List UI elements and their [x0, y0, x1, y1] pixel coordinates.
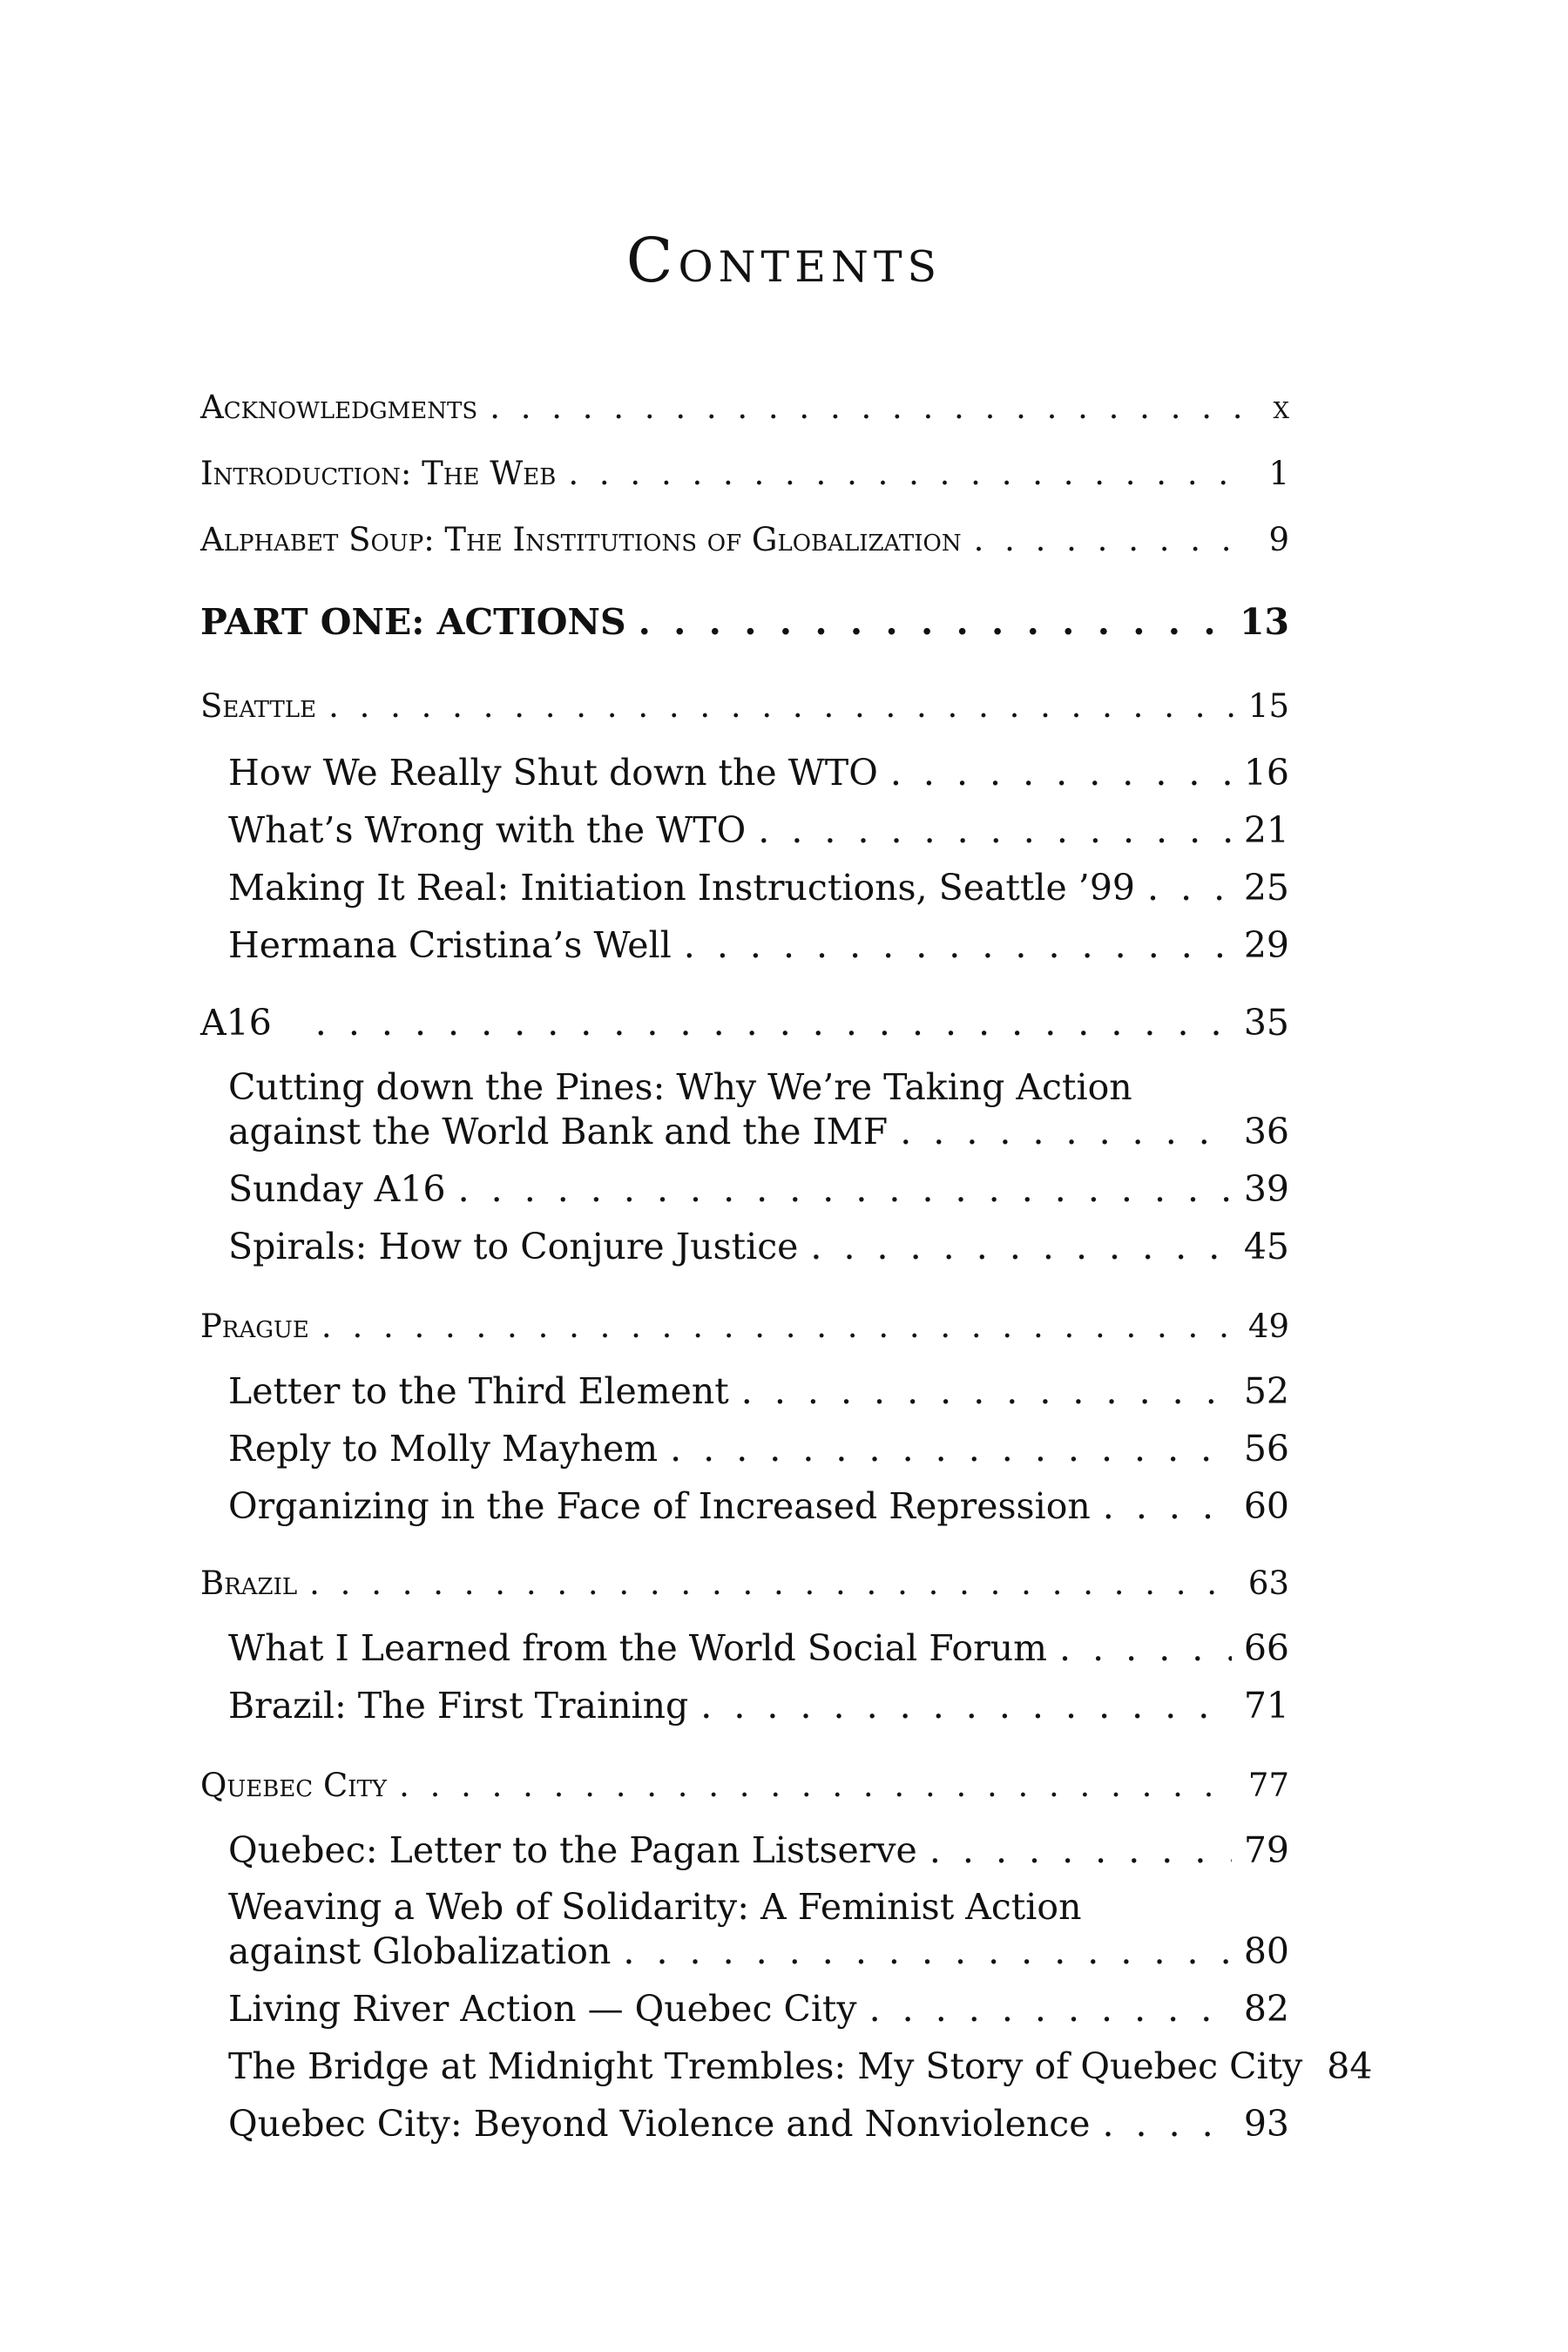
entry-title: against the World Bank and the IMF	[228, 1111, 889, 1152]
toc-entry[interactable]	[228, 1625, 1289, 1671]
dot-leader	[810, 1224, 1231, 1269]
entry-title: Prague	[200, 1308, 309, 1345]
page-number: 25	[1243, 867, 1289, 909]
entry-title: Reply to Molly Mayhem	[228, 1428, 659, 1470]
entry-title: Brazil	[200, 1565, 298, 1602]
toc-section-prague[interactable]	[200, 1304, 1289, 1349]
page-title: Contents	[625, 225, 943, 296]
toc-entry[interactable]	[228, 1986, 1289, 2031]
page-number: 80	[1243, 1930, 1289, 1972]
toc-entry[interactable]	[228, 1426, 1289, 1471]
entry-title: Introduction: The Web	[200, 455, 557, 492]
entry-title: What I Learned from the World Social Forum	[228, 1627, 1047, 1669]
page-number: 15	[1247, 687, 1289, 725]
toc-entry[interactable]	[228, 1109, 1289, 1154]
dot-leader	[700, 1683, 1232, 1728]
page-number: 36	[1243, 1111, 1289, 1152]
dot-leader	[490, 385, 1251, 430]
page-number: 63	[1247, 1565, 1289, 1602]
page-number: 79	[1243, 1829, 1289, 1871]
toc-section-brazil[interactable]	[200, 1561, 1289, 1606]
toc-entry[interactable]	[228, 1224, 1289, 1269]
dot-leader	[309, 1561, 1236, 1606]
dot-leader	[890, 750, 1232, 795]
page-number: 21	[1243, 809, 1289, 851]
page-number: 29	[1243, 924, 1289, 966]
toc-entry[interactable]	[228, 808, 1289, 853]
entry-title: Acknowledgments	[200, 389, 478, 426]
toc-entry[interactable]	[228, 1484, 1289, 1529]
entry-title: Living River Action — Quebec City	[228, 1988, 857, 2030]
dot-leader	[869, 1986, 1232, 2031]
entry-title: Quebec City	[200, 1767, 388, 1804]
entry-title: Making It Real: Initiation Instructions, Seattle ’99	[228, 867, 1135, 909]
entry-title: A16	[200, 1002, 272, 1044]
toc-entry[interactable]	[228, 1929, 1289, 1974]
page-number: 16	[1243, 752, 1289, 794]
entry-title: Quebec: Letter to the Pagan Listserve	[228, 1829, 917, 1871]
page-number: 39	[1243, 1168, 1289, 1210]
toc-entry-alphabet-soup[interactable]	[200, 517, 1289, 563]
entry-title-line-1: Weaving a Web of Solidarity: A Feminist Action	[228, 1886, 1082, 1928]
toc-entry-introduction[interactable]	[200, 451, 1289, 497]
dot-leader	[974, 517, 1251, 563]
entry-title: Seattle	[200, 687, 317, 725]
toc-entry[interactable]	[228, 1369, 1289, 1414]
entry-title: PART ONE: ACTIONS	[200, 601, 626, 643]
entry-title: Organizing in the Face of Increased Repression	[228, 1485, 1091, 1527]
page-number: 82	[1243, 1988, 1289, 2030]
toc-entry[interactable]	[228, 750, 1289, 795]
entry-title: Letter to the Third Element	[228, 1370, 729, 1412]
entry-title: Quebec City: Beyond Violence and Nonviolence	[228, 2103, 1091, 2145]
page-number: x	[1273, 389, 1289, 426]
toc-entry[interactable]	[228, 923, 1289, 968]
toc-entry[interactable]	[228, 1828, 1289, 1873]
dot-leader	[929, 1828, 1232, 1873]
toc-section-a16[interactable]	[200, 1000, 1289, 1045]
page-number: 35	[1243, 1002, 1289, 1044]
dot-leader	[1147, 865, 1232, 910]
table-of-contents	[200, 0, 1373, 2352]
dot-leader	[684, 923, 1232, 968]
toc-entry[interactable]	[228, 2101, 1289, 2146]
dot-leader	[1059, 1625, 1232, 1671]
entry-title: Spirals: How to Conjure Justice	[228, 1226, 799, 1267]
entry-title-line-1: Cutting down the Pines: Why We’re Taking Action	[228, 1066, 1132, 1108]
page-number: 71	[1243, 1685, 1289, 1727]
entry-title: Brazil: The First Training	[228, 1685, 689, 1727]
entry-title: How We Really Shut down the WTO	[228, 752, 878, 794]
page-number: 66	[1243, 1627, 1289, 1669]
toc-entry[interactable]	[228, 2044, 1373, 2089]
dot-leader	[900, 1109, 1232, 1154]
entry-title: Alphabet Soup: The Institutions of Globalization	[200, 521, 962, 558]
entry-title: Sunday A16	[228, 1168, 446, 1210]
entry-title: Hermana Cristina’s Well	[228, 924, 672, 966]
page-number: 13	[1239, 601, 1289, 643]
dot-leader	[458, 1166, 1232, 1212]
page-number: 77	[1247, 1767, 1289, 1804]
dot-leader	[758, 808, 1232, 853]
dot-leader	[639, 599, 1227, 645]
toc-section-quebec-city[interactable]	[200, 1763, 1289, 1808]
dot-leader	[328, 684, 1236, 729]
dot-leader	[1102, 2101, 1231, 2146]
toc-entry[interactable]	[228, 1166, 1289, 1212]
dot-leader	[670, 1426, 1232, 1471]
dot-leader	[1103, 1484, 1232, 1529]
dot-leader	[315, 1000, 1232, 1045]
entry-title: What’s Wrong with the WTO	[228, 809, 747, 851]
entry-title: The Bridge at Midnight Trembles: My Story of Quebec City	[228, 2045, 1303, 2087]
toc-section-seattle[interactable]	[200, 684, 1289, 729]
dot-leader	[741, 1369, 1232, 1414]
page-number: 1	[1268, 455, 1289, 492]
toc-entry[interactable]	[228, 865, 1289, 910]
page-number: 49	[1247, 1308, 1289, 1345]
page-number: 93	[1243, 2103, 1289, 2145]
page-number: 60	[1243, 1485, 1289, 1527]
page-number: 45	[1243, 1226, 1289, 1267]
toc-entry[interactable]	[228, 1683, 1289, 1728]
page-number: 52	[1243, 1370, 1289, 1412]
dot-leader	[321, 1304, 1236, 1349]
toc-part-one[interactable]	[200, 599, 1289, 645]
toc-entry-acknowledgments[interactable]	[200, 385, 1289, 430]
dot-leader	[568, 451, 1251, 497]
dot-leader	[399, 1763, 1236, 1808]
page-number: 9	[1268, 521, 1289, 558]
entry-title: against Globalization	[228, 1930, 612, 1972]
dot-leader	[623, 1929, 1231, 1974]
page-number: 56	[1243, 1428, 1289, 1470]
page-number: 84	[1327, 2045, 1373, 2087]
